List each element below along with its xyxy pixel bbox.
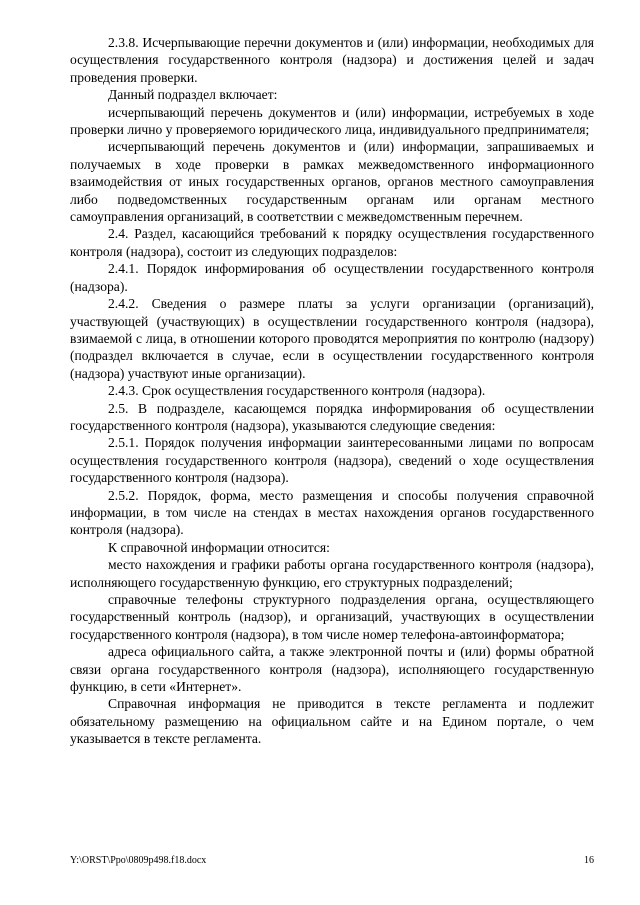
paragraph-reference-info-placement: Справочная информация не приводится в тексте регламента и подлежит обязательному размещению на официальном сайте и на Едином портале, о чем указывается в тексте регламента. [70,696,594,747]
footer-page-number: 16 [584,855,594,866]
paragraph-2-5-1: 2.5.1. Порядок получения информации заинтересованными лицами по вопросам осуществления государственного контроля (надзора), сведений о ходе осуществления государственного контроля (надзора). [70,435,594,486]
paragraph-2-5-2: 2.5.2. Порядок, форма, место размещения и способы получения справочной информации, в том числе на стендах в местах нахождения органов государственного контроля (надзора). [70,487,594,538]
paragraph-location-schedule: место нахождения и графики работы органа государственного контроля (надзора), исполняющего государственную функцию, его структурных подразделений; [70,557,594,590]
page-footer [70,855,594,866]
paragraph-2-4-1: 2.4.1. Порядок информирования об осуществлении государственного контроля (надзора). [70,261,594,294]
document-body [70,34,594,748]
paragraph-subsection-includes: Данный подраздел включает: [108,87,278,103]
paragraph-2-4: 2.4. Раздел, касающийся требований к порядку осуществления государственного контроля (надзора), состоит из следующих подразделов: [70,226,594,259]
paragraph-2-4-3: 2.4.3. Срок осуществления государственного контроля (надзора). [108,383,486,399]
paragraph-reference-phones: справочные телефоны структурного подразделения органа, осуществляющего государственный контроль (надзор), и организаций, участвующих в осуществлении государственного контроля (надзора), в том числе номер телефона-автоинформатора; [70,592,594,642]
paragraph-2-5: 2.5. В подразделе, касающемся порядка информирования об осуществлении государственного контроля (надзора), указываются следующие сведения: [70,400,594,433]
paragraph-documents-requested-directly: исчерпывающий перечень документов и (или) информации, истребуемых в ходе проверки лично у проверяемого юридического лица, индивидуального предпринимателя; [70,104,594,138]
footer-file-path: Y:\ORST\Ppo\0809p498.f18.docx [70,855,207,866]
paragraph-2-4-2: 2.4.2. Сведения о размере платы за услуги организации (организаций), участвующей (участвующих) в осуществлении государственного контроля (надзора), взимаемой с лица, в отношении которого проводятся мероприятия по контролю (надзору) (подраздел включается в случае, если в осуществлении государственного контроля (надзора) участвуют иные организации). [70,296,594,381]
paragraph-2-3-8: 2.3.8. Исчерпывающие перечни документов и (или) информации, необходимых для осуществления государственного контроля (надзора) и достижения целей и задач проведения проверки. [70,35,594,85]
paragraph-reference-info-intro: К справочной информации относится: [108,539,330,555]
paragraph-documents-interagency: исчерпывающий перечень документов и (или) информации, запрашиваемых и получаемых в ходе проверки в рамках межведомственного информационного взаимодействия от иных государственных органов, органов местного самоуправления либо подведомственных государственным органам или органам местного самоуправления организаций, в соответствии с межведомственным перечнем. [70,139,594,225]
paragraph-website-email: адреса официального сайта, а также электронной почты и (или) формы обратной связи органа государственного контроля (надзора), исполняющего государственную функцию, в сети «Интернет». [70,644,594,695]
